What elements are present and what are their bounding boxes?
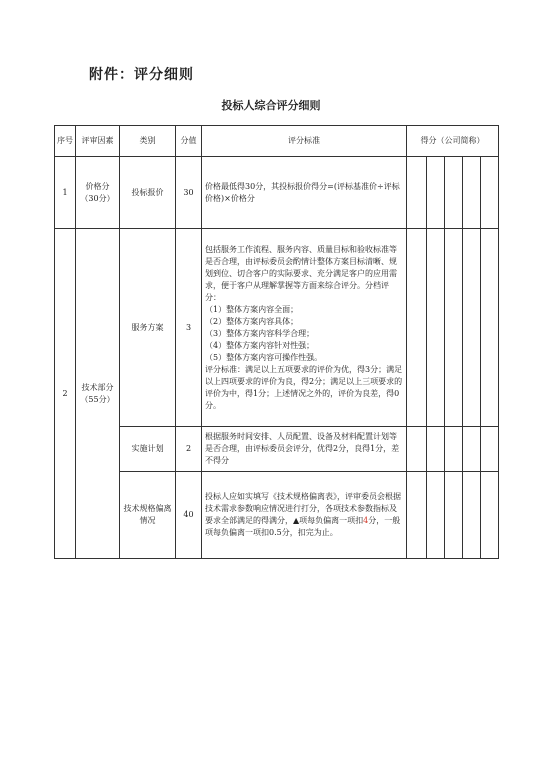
score-cell xyxy=(407,229,427,427)
table-row xyxy=(55,157,499,229)
document-title: 投标人综合评分细则 xyxy=(221,99,321,112)
row-criteria xyxy=(202,472,407,559)
criteria-text-before: 投标人应如实填写《技术规格偏离表》，评审委员会根据技术需求参数响应情况进行打分，各项技术参数指标及要求全部满足的得满分，▲项每负偏离一项扣 xyxy=(205,492,401,525)
row-score: 3 xyxy=(176,229,202,427)
score-cell xyxy=(481,229,499,427)
header-category: 类别 xyxy=(120,126,176,157)
row-factor: 技术部分（55分） xyxy=(76,229,120,559)
criteria-item: （2）整体方案内容具体； xyxy=(205,316,299,326)
header-score: 分值 xyxy=(176,126,202,157)
row-criteria: 根据服务时间安排、人员配置、设备及材料配置计划等是否合理，由评标委员会评分，优得2分，良得1分，差不得分 xyxy=(202,427,407,472)
score-cell xyxy=(481,427,499,472)
row-category: 服务方案 xyxy=(120,229,176,427)
header-result: 得分（公司简称） xyxy=(407,126,499,157)
score-cell xyxy=(427,157,445,229)
score-cell xyxy=(481,157,499,229)
criteria-text: 评分标准：满足以上五项要求的评价为优，得3分；满足以上四项要求的评价为良，得2分；满足以上三项要求的评价为中，得1分；上述情况之外的，评价为良差，得0分。 xyxy=(205,364,403,410)
criteria-item: （5）整体方案内容可操作性强。 xyxy=(205,352,323,362)
row-category: 技术规格偏离情况 xyxy=(120,472,176,559)
header-seq: 序号 xyxy=(55,126,76,157)
header-criteria: 评分标准 xyxy=(202,126,407,157)
row-criteria: 价格最低得30分，其投标报价得分=(评标基准价÷评标价格)×价格分 xyxy=(202,157,407,229)
criteria-red-number: 4 xyxy=(363,516,369,525)
score-cell xyxy=(427,229,445,427)
score-cell xyxy=(463,157,481,229)
criteria-text-after: 分，一般项每负偏离一项扣0.5分，扣完为止。 xyxy=(205,516,401,537)
score-cell xyxy=(407,157,427,229)
row-seq: 1 xyxy=(55,157,76,229)
criteria-item: （3）整体方案内容科学合理； xyxy=(205,328,315,338)
score-cell xyxy=(445,229,463,427)
score-cell xyxy=(407,427,427,472)
criteria-item: （1）整体方案内容全面； xyxy=(205,304,299,314)
table-row xyxy=(55,229,499,427)
score-cell xyxy=(445,427,463,472)
criteria-item: （4）整体方案内容针对性强； xyxy=(205,340,315,350)
score-cell xyxy=(427,472,445,559)
row-seq: 2 xyxy=(55,229,76,559)
attachment-title: 附件：评分细则 xyxy=(89,67,194,83)
row-factor: 价格分（30分） xyxy=(76,157,120,229)
header-row xyxy=(55,126,499,157)
row-score: 40 xyxy=(176,472,202,559)
row-criteria xyxy=(202,229,407,427)
score-cell xyxy=(463,472,481,559)
score-cell xyxy=(463,427,481,472)
row-score: 30 xyxy=(176,157,202,229)
score-cell xyxy=(427,427,445,472)
criteria-text: 包括服务工作流程、服务内容、质量目标和验收标准等是否合理，由评标委员会酌情计整体方案目标清晰、规划到位、切合客户的实际要求、充分满足客户的应用需求，便于客户从理解掌握等方面来综合评分。分档评分： xyxy=(205,244,397,302)
score-cell xyxy=(407,472,427,559)
score-cell xyxy=(445,157,463,229)
scoring-table xyxy=(54,125,499,559)
row-category: 实施计划 xyxy=(120,427,176,472)
score-cell xyxy=(445,472,463,559)
row-score: 2 xyxy=(176,427,202,472)
table-row xyxy=(55,472,499,559)
table-row xyxy=(55,427,499,472)
header-factor: 评审因素 xyxy=(76,126,120,157)
score-cell xyxy=(481,472,499,559)
row-category: 投标报价 xyxy=(120,157,176,229)
score-cell xyxy=(463,229,481,427)
